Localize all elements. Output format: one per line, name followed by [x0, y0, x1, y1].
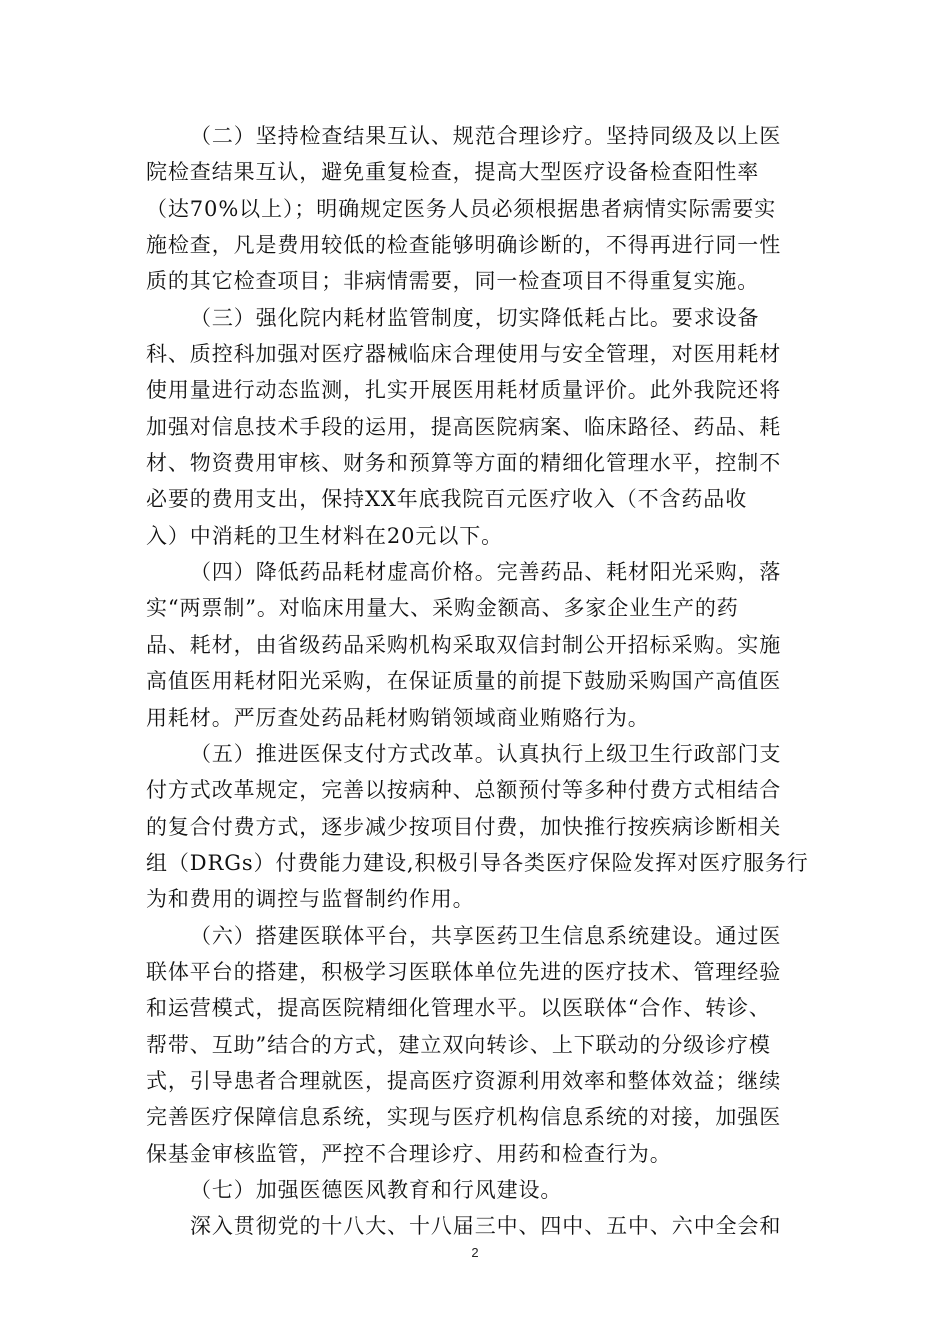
text-line: 施检查，凡是费用较低的检查能够明确诊断的，不得再进行同一性	[146, 233, 782, 258]
text-line: 科、质控科加强对医疗器械临床合理使用与安全管理，对医用耗材	[146, 342, 782, 367]
text-line: 质的其它检查项目；非病情需要，同一检查项目不得重复实施。	[146, 269, 760, 294]
text-line: 帮带、互助”结合的方式，建立双向转诊、上下联动的分级诊疗模	[146, 1032, 771, 1057]
text-line: 品、耗材，由省级药品采购机构采取双信封制公开招标采购。实施	[146, 632, 782, 657]
text-line: （五）推进医保支付方式改革。认真执行上级卫生行政部门支	[190, 741, 782, 766]
text-line: （二）坚持检查结果互认、规范合理诊疗。坚持同级及以上医	[190, 124, 782, 148]
text-line: 实“两票制”。对临床用量大、采购金额高、多家企业生产的药	[146, 596, 739, 621]
text-line: 材、物资费用审核、财务和预算等方面的精细化管理水平，控制不	[146, 451, 782, 476]
text-line: 深入贯彻党的十八大、十八届三中、四中、五中、六中全会和	[190, 1214, 782, 1239]
document-page	[146, 118, 809, 1245]
text-line: 加强对信息技术手段的运用，提高医院病案、临床路径、药品、耗	[146, 414, 782, 439]
text-line: （达70%以上）；明确规定医务人员必须根据患者病情实际需要实	[146, 196, 777, 221]
text-line: 和运营模式，提高医院精细化管理水平。以医联体“合作、转诊、	[146, 996, 771, 1021]
text-line: 入）中消耗的卫生材料在20元以下。	[146, 523, 504, 548]
text-line: （四）降低药品耗材虚高价格。完善药品、耗材阳光采购，落	[190, 560, 782, 585]
text-line: （六）搭建医联体平台，共享医药卫生信息系统建设。通过医	[190, 923, 782, 948]
text-line: 完善医疗保障信息系统，实现与医疗机构信息系统的对接，加强医	[146, 1105, 782, 1130]
text-line: 高值医用耗材阳光采购，在保证质量的前提下鼓励采购国产高值医	[146, 669, 782, 694]
text-line: 联体平台的搭建，积极学习医联体单位先进的医疗技术、管理经验	[146, 959, 782, 984]
page-number: 2	[471, 1245, 479, 1260]
text-line: 组（DRGs）付费能力建设,积极引导各类医疗保险发挥对医疗服务行	[146, 850, 809, 875]
text-line: 院检查结果互认，避免重复检查，提高大型医疗设备检查阳性率	[146, 160, 760, 185]
text-line: 使用量进行动态监测，扎实开展医用耗材质量评价。此外我院还将	[146, 378, 782, 403]
text-line: 用耗材。严厉查处药品耗材购销领域商业贿赂行为。	[146, 705, 650, 730]
text-line: 的复合付费方式，逐步减少按项目付费，加快推行按疾病诊断相关	[146, 814, 782, 839]
text-line: （七）加强医德医风教育和行风建设。	[190, 1177, 563, 1202]
text-line: （三）强化院内耗材监管制度，切实降低耗占比。要求设备	[190, 305, 760, 330]
text-line: 为和费用的调控与监督制约作用。	[146, 887, 475, 912]
text-line: 保基金审核监管，严控不合理诊疗、用药和检查行为。	[146, 1141, 672, 1166]
text-line: 付方式改革规定，完善以按病种、总额预付等多种付费方式相结合	[146, 778, 782, 803]
text-line: 必要的费用支出，保持XX年底我院百元医疗收入（不含药品收	[146, 487, 748, 512]
text-line: 式，引导患者合理就医，提高医疗资源利用效率和整体效益；继续	[146, 1068, 782, 1093]
